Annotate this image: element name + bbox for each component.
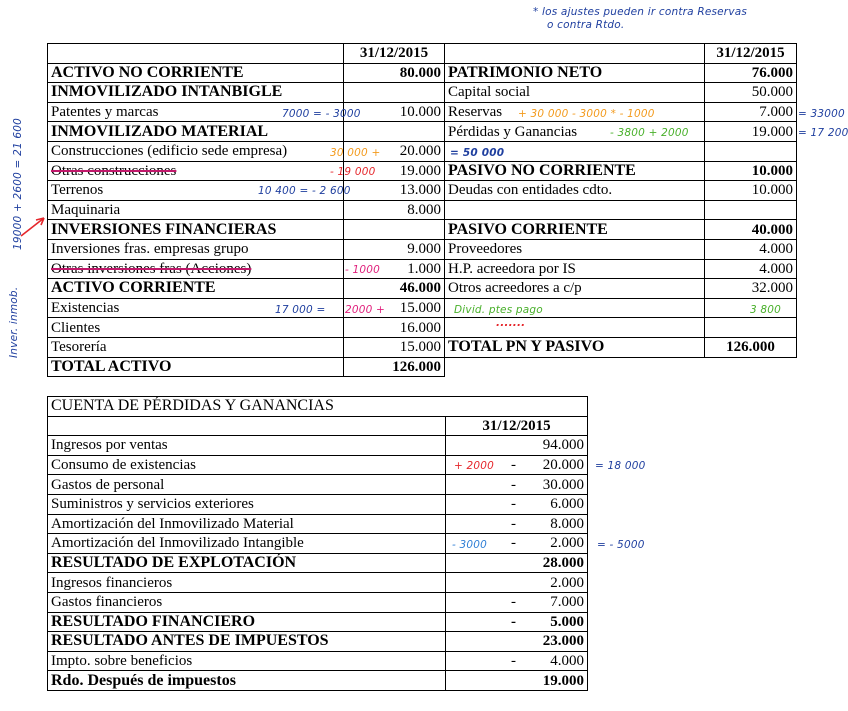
asset-label: Patentes y marcas <box>48 102 344 122</box>
balance-row <box>48 63 797 83</box>
annot-existencias-right: 2000 + <box>345 304 386 316</box>
balance-row <box>48 357 797 377</box>
pyg-value-cell <box>446 494 588 514</box>
pyg-value-cell <box>446 671 588 691</box>
pyg-row <box>48 475 588 495</box>
asset-label: INVERSIONES FINANCIERAS <box>48 220 344 240</box>
asset-label: Construcciones (edificio sede empresa) <box>48 141 344 161</box>
pyg-row <box>48 632 588 652</box>
pyg-row <box>48 436 588 456</box>
pyg-value: 4.000 <box>550 653 584 670</box>
asset-value: 19.000 <box>344 161 445 181</box>
pyg-value: 5.000 <box>550 613 584 630</box>
asset-value: 20.000 <box>344 141 445 161</box>
pyg-value: 30.000 <box>542 476 584 493</box>
pyg-sign: - <box>511 613 516 630</box>
pyg-value-cell <box>446 612 588 632</box>
asset-value: 80.000 <box>344 63 445 83</box>
balance-row <box>48 239 797 259</box>
liability-label: Deudas con entidades cdto. <box>445 181 705 201</box>
liability-value: 10.000 <box>705 161 797 181</box>
pyg-value: 6.000 <box>550 496 584 513</box>
pyg-value: 19.000 <box>542 672 584 689</box>
pyg-sign: - <box>511 515 516 532</box>
pyg-label: RESULTADO FINANCIERO <box>48 612 446 632</box>
liability-value <box>705 200 797 220</box>
balance-row <box>48 220 797 240</box>
asset-value <box>344 83 445 103</box>
annot-terrenos: 10 400 = - 2 600 <box>258 185 351 197</box>
pyg-header-row <box>48 416 588 436</box>
liability-value <box>705 318 797 338</box>
asset-value: 13.000 <box>344 181 445 201</box>
annot-amort-adj: - 3000 <box>452 539 488 551</box>
annot-amort-total: = - 5000 <box>597 539 645 551</box>
pyg-row <box>48 455 588 475</box>
asset-label: INMOVILIZADO MATERIAL <box>48 122 344 142</box>
liability-value: 40.000 <box>705 220 797 240</box>
annot-dots: ....... <box>496 317 526 329</box>
liability-label: PASIVO NO CORRIENTE <box>445 161 705 181</box>
asset-value <box>344 220 445 240</box>
pyg-value: 94.000 <box>542 437 584 454</box>
asset-label: ACTIVO NO CORRIENTE <box>48 63 344 83</box>
annot-vertical-sum: 19000 + 2600 = 21 600 <box>12 117 24 250</box>
pyg-header-blank <box>48 416 446 436</box>
asset-label: Clientes <box>48 318 344 338</box>
asset-label: Otras construcciones <box>48 161 344 181</box>
pyg-label: Gastos de personal <box>48 475 446 495</box>
liability-label <box>445 318 705 338</box>
balance-sheet <box>47 43 797 377</box>
pyg-value-cell <box>446 436 588 456</box>
asset-value: 126.000 <box>344 357 445 377</box>
balance-row <box>48 279 797 299</box>
liability-value: 7.000 <box>705 102 797 122</box>
pyg-label: Amortización del Inmovilizado Material <box>48 514 446 534</box>
pyg-sign: - <box>511 457 516 474</box>
asset-label: Maquinaria <box>48 200 344 220</box>
pyg-value: 28.000 <box>542 555 584 572</box>
asset-label: Existencias <box>48 298 344 318</box>
liability-label: PATRIMONIO NETO <box>445 63 705 83</box>
asset-label: TOTAL ACTIVO <box>48 357 344 377</box>
pyg-value-cell <box>446 573 588 593</box>
liability-value: 76.000 <box>705 63 797 83</box>
annot-divid: Divid. ptes pago <box>454 304 543 316</box>
balance-row <box>48 298 797 318</box>
annot-consumo-total: = 18 000 <box>595 460 646 472</box>
pyg-row <box>48 573 588 593</box>
balance-date-header: 31/12/2015 <box>705 44 797 64</box>
annot-pyg-total: = 17 200 <box>798 127 848 139</box>
asset-value: 15.000 <box>344 298 445 318</box>
pyg-value: 20.000 <box>542 457 584 474</box>
asset-value: 15.000 <box>344 337 445 357</box>
annot-patentes: 7000 = - 3000 <box>282 108 361 120</box>
liability-label: Capital social <box>445 83 705 103</box>
pyg-title-row <box>48 397 588 417</box>
liability-label: TOTAL PN Y PASIVO <box>445 337 705 357</box>
balance-header-row <box>48 44 797 64</box>
liability-label: Otros acreedores a c/p <box>445 279 705 299</box>
pyg-row <box>48 534 588 554</box>
balance-row <box>48 161 797 181</box>
empty-cell <box>705 357 797 377</box>
balance-header-blank <box>48 44 344 64</box>
pyg-label: Rdo. Después de impuestos <box>48 671 446 691</box>
liability-label: PASIVO CORRIENTE <box>445 220 705 240</box>
pyg-label: Suministros y servicios exteriores <box>48 494 446 514</box>
pyg-label: Ingresos por ventas <box>48 436 446 456</box>
pyg-value-cell <box>446 553 588 573</box>
asset-label: Terrenos <box>48 181 344 201</box>
balance-header-blank <box>445 44 705 64</box>
annot-inver-inmob: Inver. inmob. <box>8 286 20 358</box>
pyg-value: 2.000 <box>550 535 584 552</box>
pyg-value: 8.000 <box>550 515 584 532</box>
annot-consumo-adj: + 2000 <box>454 460 495 472</box>
balance-row <box>48 200 797 220</box>
note-line-1: * los ajustes pueden ir contra Reservas <box>533 6 748 18</box>
arrow-icon <box>18 212 48 242</box>
pyg-sign: - <box>511 476 516 493</box>
empty-cell <box>445 357 705 377</box>
annot-reservas: + 30 000 - 3000 * - 1000 <box>518 108 655 120</box>
note-line-2: o contra Rtdo. <box>547 19 625 31</box>
liability-label: Pérdidas y Ganancias <box>445 122 705 142</box>
pyg-sign: - <box>511 535 516 552</box>
pyg-value: 7.000 <box>550 594 584 611</box>
liability-value: 126.000 <box>705 337 797 357</box>
annot-construcciones: 30 000 + <box>330 147 381 159</box>
balance-row <box>48 318 797 338</box>
liability-label: H.P. acreedora por IS <box>445 259 705 279</box>
asset-value: 8.000 <box>344 200 445 220</box>
asset-value: 1.000 <box>344 259 445 279</box>
pyg-label: RESULTADO ANTES DE IMPUESTOS <box>48 632 446 652</box>
pyg-label: Amortización del Inmovilizado Intangible <box>48 534 446 554</box>
pyg-label: Consumo de existencias <box>48 455 446 475</box>
liability-value: 19.000 <box>705 122 797 142</box>
pyg-row <box>48 494 588 514</box>
annot-divid-amount: 3 800 <box>750 304 782 316</box>
liability-value: 10.000 <box>705 181 797 201</box>
pyg-value: 23.000 <box>542 633 584 650</box>
pyg-row <box>48 651 588 671</box>
liability-value <box>705 141 797 161</box>
annot-existencias-left: 17 000 = <box>275 304 326 316</box>
balance-date-header: 31/12/2015 <box>344 44 445 64</box>
liability-value: 4.000 <box>705 259 797 279</box>
asset-label: Otras inversiones fras (Acciones) <box>48 259 344 279</box>
liability-value: 32.000 <box>705 279 797 299</box>
asset-value: 10.000 <box>344 102 445 122</box>
pyg-sign: - <box>511 496 516 513</box>
asset-value: 46.000 <box>344 279 445 299</box>
income-statement <box>47 396 588 691</box>
balance-row <box>48 259 797 279</box>
pyg-date-header: 31/12/2015 <box>446 416 588 436</box>
pyg-value: 2.000 <box>550 574 584 591</box>
asset-label: ACTIVO CORRIENTE <box>48 279 344 299</box>
annot-construcciones-total: = 50 000 <box>450 147 505 159</box>
asset-value <box>344 122 445 142</box>
annot-otras-constr: - 19 000 <box>330 166 376 178</box>
annot-otras-inv: - 1000 <box>345 264 381 276</box>
liability-value: 50.000 <box>705 83 797 103</box>
liability-label: Proveedores <box>445 239 705 259</box>
balance-row <box>48 83 797 103</box>
liability-label <box>445 200 705 220</box>
balance-row <box>48 102 797 122</box>
pyg-value-cell <box>446 632 588 652</box>
liability-value: 4.000 <box>705 239 797 259</box>
pyg-value-cell <box>446 592 588 612</box>
pyg-row <box>48 592 588 612</box>
pyg-sign: - <box>511 594 516 611</box>
pyg-row <box>48 514 588 534</box>
annot-pyg-adj: - 3800 + 2000 <box>610 127 689 139</box>
pyg-value-cell <box>446 651 588 671</box>
pyg-label: Gastos financieros <box>48 592 446 612</box>
balance-row <box>48 141 797 161</box>
pyg-label: RESULTADO DE EXPLOTACIÓN <box>48 553 446 573</box>
pyg-label: Ingresos financieros <box>48 573 446 593</box>
balance-row <box>48 181 797 201</box>
annot-reservas-total: = 33000 <box>798 108 845 120</box>
pyg-row <box>48 671 588 691</box>
pyg-title: CUENTA DE PÉRDIDAS Y GANANCIAS <box>48 397 588 417</box>
asset-label: INMOVILIZADO INTANBIGLE <box>48 83 344 103</box>
pyg-row <box>48 612 588 632</box>
liability-label: Reservas <box>445 102 705 122</box>
pyg-sign: - <box>511 653 516 670</box>
asset-value: 16.000 <box>344 318 445 338</box>
asset-label: Inversiones fras. empresas grupo <box>48 239 344 259</box>
pyg-value-cell <box>446 514 588 534</box>
pyg-label: Impto. sobre beneficios <box>48 651 446 671</box>
pyg-row <box>48 553 588 573</box>
asset-value: 9.000 <box>344 239 445 259</box>
pyg-value-cell <box>446 475 588 495</box>
balance-row <box>48 337 797 357</box>
asset-label: Tesorería <box>48 337 344 357</box>
